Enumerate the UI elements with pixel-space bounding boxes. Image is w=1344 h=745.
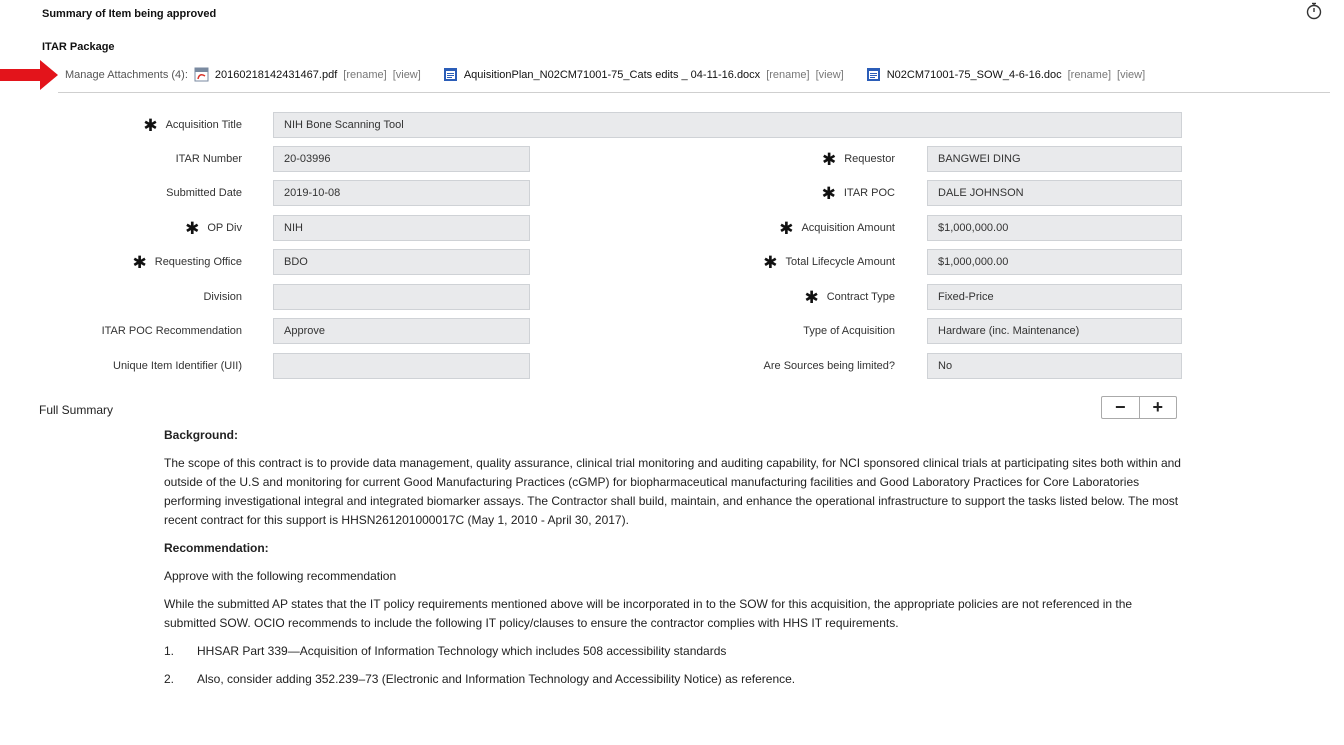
uii-field[interactable] — [273, 353, 530, 379]
required-asterisk-icon: ✱ — [821, 183, 836, 203]
op-div-field[interactable]: NIH — [273, 215, 530, 241]
requestor-label: ✱ Requestor — [821, 149, 895, 169]
attachments-row — [65, 67, 1145, 82]
type-of-acquisition-label: Type of Acquisition — [803, 325, 895, 337]
acquisition-amount-label: ✱ Acquisition Amount — [779, 218, 895, 238]
itar-number-field[interactable]: 20-03996 — [273, 146, 530, 172]
manage-attachments-label[interactable]: Manage Attachments (4): — [65, 68, 188, 81]
word-icon — [443, 67, 458, 82]
sources-limited-label: Are Sources being limited? — [763, 360, 895, 372]
red-arrow-icon — [0, 60, 58, 90]
required-asterisk-icon: ✱ — [143, 115, 158, 135]
zoom-out-button[interactable]: − — [1102, 397, 1140, 418]
background-text: The scope of this contract is to provide data management, quality assurance, clinical trial monitoring and auditing capability, for NCI sponsored clinical trials at participating sites both within and outside of the U.S and monitoring for current Good Manufacturing Practices (cGMP) for biopharmaceutical manufacturing facilities and Good Laboratory Practices for Core Laboratories performing investigational integral and integrated biomarker assays. The Contractor shall build, maintain, and enhance the operational infrastructure to support the tasks listed below. The most recent contract for this support is HHSN261201000017C (May 1, 2010 - April 30, 2017). — [164, 456, 1181, 527]
rename-link[interactable]: [rename] — [766, 68, 810, 81]
list-item: 2. Also, consider adding 352.239–73 (Electronic and Information Technology and Accessibility Notice) as reference. — [164, 672, 796, 686]
acquisition-amount-field[interactable]: $1,000,000.00 — [927, 215, 1182, 241]
submitted-date-label: Submitted Date — [166, 187, 242, 199]
required-asterisk-icon: ✱ — [804, 287, 819, 307]
itar-poc-recommendation-field[interactable]: Approve — [273, 318, 530, 344]
recommendation-text: While the submitted AP states that the IT policy requirements mentioned above will be incorporated in to the SOW for this acquisition, the appropriate policies are not referenced in the submitted SOW. OCIO recommends to include the following IT policy/clauses to ensure the contractor complies with HHS IT requirements. — [164, 597, 1133, 630]
type-of-acquisition-field[interactable]: Hardware (inc. Maintenance) — [927, 318, 1182, 344]
acquisition-title-field[interactable]: NIH Bone Scanning Tool — [273, 112, 1182, 138]
word-icon — [866, 67, 881, 82]
total-lifecycle-amount-field[interactable]: $1,000,000.00 — [927, 249, 1182, 275]
requesting-office-label: ✱ Requesting Office — [132, 252, 242, 272]
summary-title: Summary of Item being approved — [42, 8, 217, 20]
contract-type-field[interactable]: Fixed-Price — [927, 284, 1182, 310]
background-heading: Background: — [164, 428, 239, 442]
itar-number-label: ITAR Number — [175, 153, 242, 165]
zoom-in-button[interactable]: + — [1152, 397, 1163, 417]
rename-link[interactable]: [rename] — [1067, 68, 1112, 81]
uii-label: Unique Item Identifier (UII) — [113, 360, 242, 372]
view-link[interactable]: [view] — [815, 68, 844, 81]
required-asterisk-icon: ✱ — [779, 218, 794, 238]
view-link[interactable]: [view] — [392, 68, 421, 81]
attachment-file-name[interactable]: AquisitionPlan_N02CM71001-75_Cats edits _ 04-11-16.docx — [463, 68, 761, 81]
full-summary-content — [164, 426, 1184, 698]
acquisition-title-label: ✱ Acquisition Title — [143, 115, 242, 135]
itar-poc-recommendation-label: ITAR POC Recommendation — [101, 325, 242, 337]
pdf-icon — [194, 67, 209, 82]
required-asterisk-icon: ✱ — [821, 149, 837, 169]
recommendation-line: Approve with the following recommendation — [164, 569, 397, 583]
zoom-controls — [1101, 396, 1177, 419]
timer-icon[interactable] — [1306, 2, 1322, 20]
attachment-file-name[interactable]: N02CM71001-75_SOW_4-6-16.doc — [886, 68, 1062, 81]
division-label: Division — [203, 291, 242, 303]
requesting-office-field[interactable]: BDO — [273, 249, 530, 275]
itar-poc-label: ✱ ITAR POC — [821, 183, 895, 203]
itar-poc-field[interactable]: DALE JOHNSON — [927, 180, 1182, 206]
attachment-file-name[interactable]: 20160218142431467.pdf — [214, 68, 338, 81]
itar-package-title: ITAR Package — [42, 41, 115, 53]
submitted-date-field[interactable]: 2019-10-08 — [273, 180, 530, 206]
division-field[interactable] — [273, 284, 530, 310]
required-asterisk-icon: ✱ — [132, 252, 147, 272]
recommendation-list — [164, 642, 1184, 689]
rename-link[interactable]: [rename] — [343, 68, 387, 81]
list-item: 1. HHSAR Part 339—Acquisition of Information Technology which includes 508 accessibility standards — [164, 644, 727, 658]
required-asterisk-icon: ✱ — [763, 252, 778, 272]
total-lifecycle-amount-label: ✱ Total Lifecycle Amount — [763, 252, 895, 272]
required-asterisk-icon: ✱ — [185, 218, 200, 238]
divider — [58, 92, 1330, 93]
recommendation-heading: Recommendation: — [164, 541, 269, 555]
op-div-label: ✱ OP Div — [185, 218, 242, 238]
contract-type-label: ✱ Contract Type — [804, 287, 895, 307]
sources-limited-field[interactable]: No — [927, 353, 1182, 379]
view-link[interactable]: [view] — [1117, 68, 1146, 81]
requestor-field[interactable]: BANGWEI DING — [927, 146, 1182, 172]
full-summary-label: Full Summary — [39, 403, 114, 417]
